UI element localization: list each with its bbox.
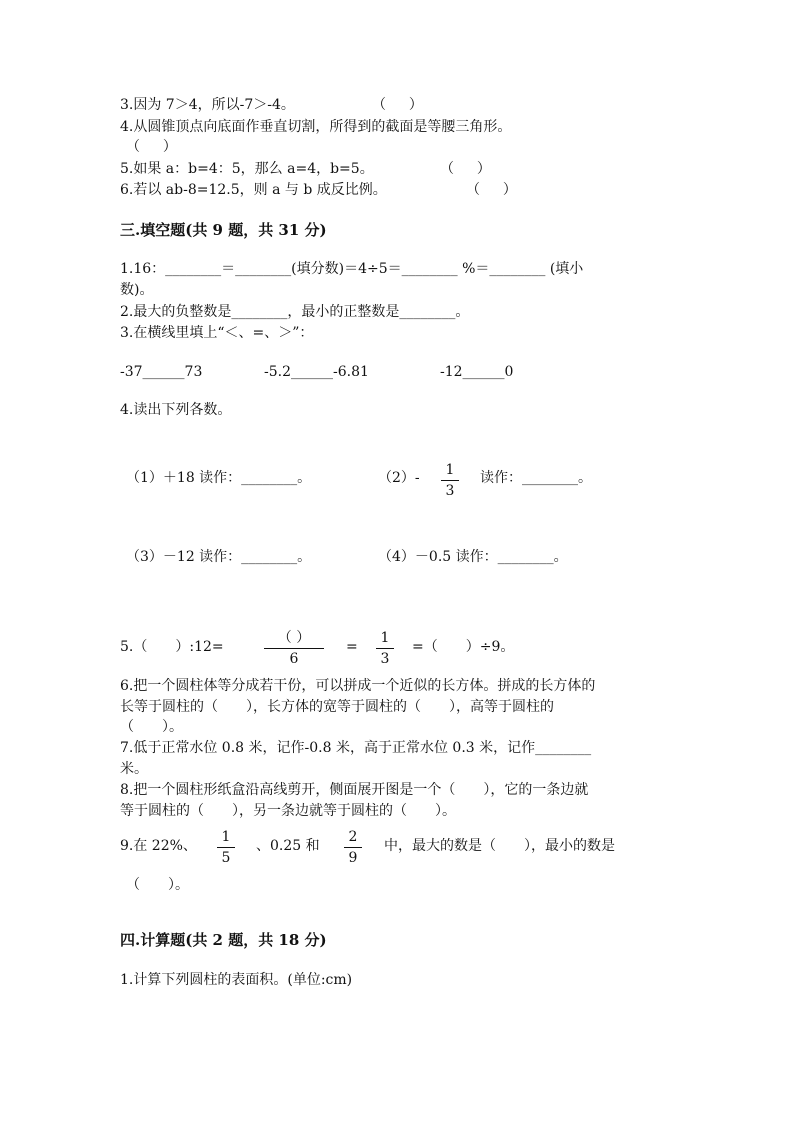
fraction-numerator: 1: [445, 462, 455, 478]
fill-q8-line1: 8.把一个圆柱形纸盒沿高线剪开，侧面展开图是一个（ ），它的一条边就: [120, 782, 589, 798]
answer-bracket-6: （ ）: [466, 182, 517, 198]
fill-q6-line3: （ ）。: [120, 719, 183, 735]
read-item-4: （4）－0.5 读作：________。: [378, 549, 568, 565]
fill-q3: 3.在横线里填上“＜、=、＞”：: [120, 325, 314, 341]
section-3-heading: 三.填空题(共 9 题，共 31 分): [120, 221, 327, 239]
fill-q9-suffix: 中，最大的数是（ ），最小的数是: [384, 838, 615, 854]
question-3-text: 3.因为 7＞4，所以-7＞-4。: [120, 97, 295, 113]
fill-q1-line1: 1.16：________＝________(填分数)＝4÷5＝________ %＝________ (填小: [120, 261, 584, 277]
read-item-3: （3）－12 读作：________。: [126, 549, 312, 565]
read-item-2-suffix: 读作：________。: [480, 470, 592, 486]
fill-q1-line2: 数)。: [120, 282, 154, 298]
fraction-denominator: 3: [380, 651, 390, 667]
answer-bracket-4: （ ）: [126, 139, 177, 155]
fill-q2: 2.最大的负整数是________，最小的正整数是________。: [120, 304, 470, 320]
fraction-denominator: 3: [445, 483, 455, 499]
fraction-denominator: 9: [348, 850, 358, 866]
compare-item-b: -5.2______-6.81: [264, 364, 369, 380]
answer-bracket-5: （ ）: [440, 161, 491, 177]
fill-q7-line2: 米。: [120, 761, 148, 777]
calc-q1: 1.计算下列圆柱的表面积。(单位:cm): [120, 972, 353, 988]
fraction-bar: [264, 648, 324, 649]
fraction-numerator: 1: [221, 829, 231, 845]
compare-item-c: -12______0: [440, 364, 514, 380]
fraction-bar: [217, 847, 235, 848]
fraction-one-fifth: [217, 829, 235, 867]
fill-q8-line2: 等于圆柱的（ ），另一条边就等于圆柱的（ ）。: [120, 803, 456, 819]
fraction-blank-over-6: [264, 630, 324, 668]
fraction-bar: [441, 480, 459, 481]
fraction-bar: [344, 847, 362, 848]
fill-q9-middle: 、0.25 和: [256, 838, 320, 854]
fill-q6-line2: 长等于圆柱的（ ），长方体的宽等于圆柱的（ ），高等于圆柱的: [120, 699, 554, 715]
question-6-text: 6.若以 ab-8=12.5，则 a 与 b 成反比例。: [120, 182, 387, 198]
fill-q9-line2: （ ）。: [126, 877, 189, 893]
fill-q5-prefix: 5.（ ）:12=: [120, 639, 224, 655]
compare-item-a: -37______73: [120, 364, 203, 380]
read-item-1: （1）＋18 读作：________。: [126, 470, 312, 486]
fill-q9-prefix: 9.在 22%、: [120, 838, 197, 854]
fraction-bar: [376, 648, 394, 649]
answer-bracket-3: （ ）: [372, 97, 423, 113]
fraction-denominator: 5: [221, 850, 231, 866]
fraction-numerator: 1: [380, 630, 390, 646]
question-5-text: 5.如果 a：b=4：5，那么 a=4，b=5。: [120, 161, 374, 177]
fill-q4: 4.读出下列各数。: [120, 402, 232, 418]
fill-q6-line1: 6.把一个圆柱体等分成若干份，可以拼成一个近似的长方体。拼成的长方体的: [120, 678, 596, 694]
section-4-heading: 四.计算题(共 2 题，共 18 分): [120, 931, 327, 949]
fill-q7-line1: 7.低于正常水位 0.8 米，记作-0.8 米，高于正常水位 0.3 米，记作________: [120, 740, 592, 756]
fraction-one-third: [376, 630, 394, 668]
fraction-one-third: [441, 462, 459, 500]
fraction-numerator: （ ）: [277, 630, 311, 646]
equals-sign: =: [346, 639, 358, 655]
question-4-text: 4.从圆锥顶点向底面作垂直切割，所得到的截面是等腰三角形。: [120, 119, 512, 135]
fraction-numerator: 2: [348, 829, 358, 845]
read-item-2-prefix: （2）-: [378, 470, 420, 486]
fraction-denominator: 6: [289, 651, 299, 667]
fraction-two-ninths: [344, 829, 362, 867]
fill-q5-suffix: =（ ）÷9。: [412, 639, 515, 655]
